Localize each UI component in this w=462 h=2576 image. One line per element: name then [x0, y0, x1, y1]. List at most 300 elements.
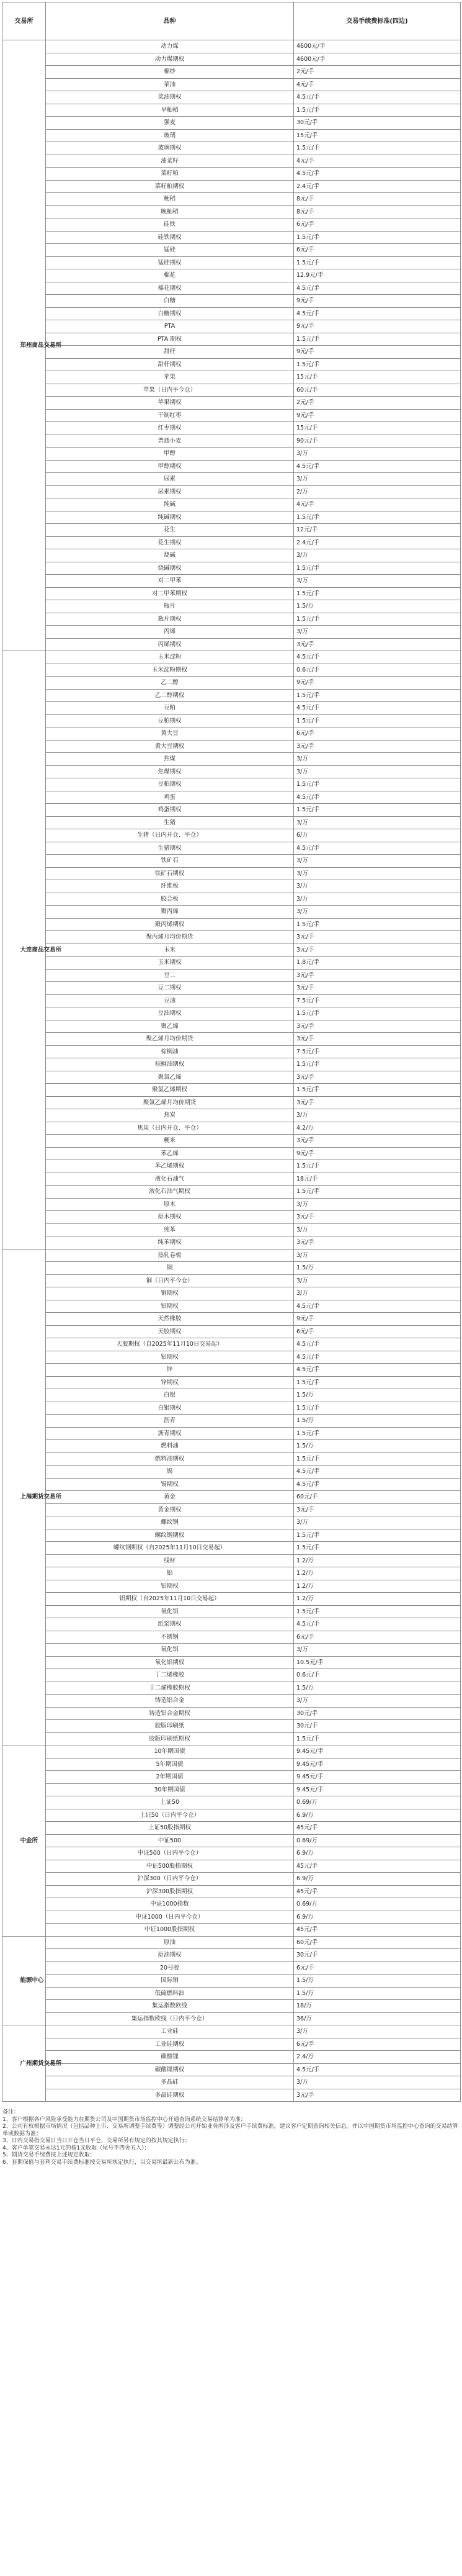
- table-row: [2, 1160, 461, 1173]
- table-row: [2, 1109, 461, 1122]
- product-cell: 氧化铝期权: [46, 1656, 294, 1669]
- fee-cell: 1.8元/手: [294, 957, 461, 970]
- table-row: [2, 1516, 461, 1529]
- fee-cell: 3/万: [294, 448, 461, 461]
- product-cell: 铁矿石期权: [46, 867, 294, 880]
- exchange-name: 中金所: [20, 1837, 38, 1844]
- product-cell: 铅期权: [46, 1300, 294, 1313]
- product-cell: 氧化铝: [46, 1644, 294, 1657]
- product-cell: 豆二期权: [46, 982, 294, 995]
- fee-cell: 3元/手: [294, 1020, 461, 1033]
- table-row: [2, 1542, 461, 1555]
- fee-cell: 6元/手: [294, 244, 461, 257]
- table-row: [2, 117, 461, 130]
- product-cell: 锡期权: [46, 1478, 294, 1491]
- table-row: [2, 1135, 461, 1148]
- table-row: [2, 1211, 461, 1224]
- fee-cell: 4.5元/手: [294, 2063, 461, 2076]
- table-row: [2, 1338, 461, 1351]
- product-cell: 动力煤期权: [46, 53, 294, 66]
- table-row: [2, 575, 461, 588]
- table-row: [2, 409, 461, 422]
- table-row: [2, 1084, 461, 1097]
- fee-cell: 3元/手: [294, 1503, 461, 1516]
- fee-cell: 9元/手: [294, 346, 461, 359]
- fee-cell: 1.5元/手: [294, 1542, 461, 1555]
- product-cell: 棉花: [46, 269, 294, 282]
- fee-cell: 1.5/万: [294, 1389, 461, 1402]
- fee-cell: 1.5/万: [294, 600, 461, 613]
- product-cell: 粳米: [46, 1135, 294, 1148]
- table-row: [2, 397, 461, 410]
- table-row: [2, 549, 461, 562]
- table-row: [2, 282, 461, 295]
- fee-cell: 9元/手: [294, 1313, 461, 1326]
- table-row: [2, 816, 461, 829]
- table-row: [2, 943, 461, 957]
- table-row: [2, 1631, 461, 1644]
- table-row: [2, 1618, 461, 1631]
- fee-cell: 4.5元/手: [294, 651, 461, 664]
- table-row: [2, 982, 461, 995]
- table-row: [2, 1173, 461, 1186]
- fee-cell: 2元/手: [294, 66, 461, 79]
- product-cell: 沪深300股指期权: [46, 1885, 294, 1898]
- product-cell: 铜期权: [46, 1287, 294, 1300]
- table-row: [2, 1885, 461, 1898]
- product-cell: 乙二醇: [46, 677, 294, 690]
- product-cell: 菜籽粕期权: [46, 180, 294, 193]
- fee-cell: 6元/手: [294, 1631, 461, 1644]
- table-row: [2, 740, 461, 753]
- product-cell: 菜籽粕: [46, 168, 294, 181]
- fee-cell: 4元/手: [294, 78, 461, 91]
- product-cell: 螺纹钢期权: [46, 1529, 294, 1542]
- fee-cell: 0.6元/手: [294, 664, 461, 677]
- table-row: [2, 1771, 461, 1784]
- table-row: [2, 1809, 461, 1822]
- table-row: [2, 168, 461, 181]
- header-product: 品种: [46, 2, 294, 40]
- fee-cell: 60元/手: [294, 384, 461, 397]
- table-row: [2, 218, 461, 232]
- fee-cell: 1.5/万: [294, 1987, 461, 2000]
- product-cell: 白银期权: [46, 1402, 294, 1415]
- fee-cell: 60元/手: [294, 1936, 461, 1949]
- table-row: [2, 714, 461, 727]
- table-row: [2, 1834, 461, 1847]
- table-row: [2, 1707, 461, 1720]
- product-cell: 中证500（日内平今仓）: [46, 1847, 294, 1860]
- table-row: [2, 1262, 461, 1275]
- product-cell: 尿素: [46, 473, 294, 486]
- product-cell: 液化石油气期权: [46, 1186, 294, 1199]
- product-cell: 花生期权: [46, 536, 294, 549]
- product-cell: 硅铁期权: [46, 231, 294, 244]
- table-row: [2, 1975, 461, 1988]
- table-row: [2, 1236, 461, 1250]
- product-cell: 甜杆期权: [46, 358, 294, 371]
- table-row: [2, 1198, 461, 1211]
- product-cell: PTA 期权: [46, 333, 294, 346]
- fee-cell: 3元/手: [294, 1211, 461, 1224]
- table-row: [2, 906, 461, 919]
- table-row: [2, 931, 461, 944]
- table-row: [2, 613, 461, 626]
- fee-cell: 3/万: [294, 626, 461, 639]
- fee-cell: 1.5元/手: [294, 1084, 461, 1097]
- header-fee: 交易手续费标准(四边): [294, 2, 461, 40]
- fee-cell: 9.45元/手: [294, 1783, 461, 1796]
- fee-cell: 4.5元/手: [294, 1466, 461, 1479]
- product-cell: 铜（日内平今仓）: [46, 1274, 294, 1287]
- fee-cell: 1.5元/手: [294, 613, 461, 626]
- product-cell: 氧化铝: [46, 1605, 294, 1618]
- table-row: [2, 307, 461, 320]
- product-cell: 原木: [46, 1198, 294, 1211]
- product-cell: 原油期权: [46, 1949, 294, 1962]
- product-cell: 早籼稻: [46, 104, 294, 117]
- table-row: [2, 1987, 461, 2000]
- fee-cell: 30元/手: [294, 1949, 461, 1962]
- table-row: [2, 205, 461, 218]
- fee-cell: 1.5元/手: [294, 587, 461, 600]
- product-cell: 纸浆期权: [46, 1618, 294, 1631]
- product-cell: 苯乙烯期权: [46, 1160, 294, 1173]
- product-cell: 焦炭（日内开仓、平仓）: [46, 1122, 294, 1135]
- table-row: [2, 918, 461, 931]
- note-line: 2、公司有权根据市场情况（包括品种上市、交易所调整手续费等）调整经公司开始业务所涉及客户手续费标准，建议客户定期查询相关信息。并以中国期货市场监控中心查询的交易结算单或数据为准；: [2, 2123, 458, 2137]
- product-cell: 纯苯期权: [46, 1236, 294, 1250]
- table-row: [2, 702, 461, 715]
- product-cell: 对二甲苯: [46, 575, 294, 588]
- product-cell: 丁二烯橡胶: [46, 1669, 294, 1682]
- fee-cell: 3/万: [294, 906, 461, 919]
- fee-cell: 3/万: [294, 473, 461, 486]
- fee-cell: 3元/手: [294, 638, 461, 651]
- fee-cell: 8元/手: [294, 193, 461, 206]
- product-cell: 苯乙烯: [46, 1147, 294, 1160]
- fee-cell: 6.9/万: [294, 1847, 461, 1860]
- fee-cell: 9.45元/手: [294, 1758, 461, 1771]
- product-cell: 玉米: [46, 943, 294, 957]
- product-cell: 上证50股指期权: [46, 1822, 294, 1835]
- fee-cell: 4.5元/手: [294, 1478, 461, 1491]
- product-cell: 锌期权: [46, 1376, 294, 1389]
- fee-cell: 4元/手: [294, 155, 461, 168]
- notes: [2, 2109, 459, 2166]
- table-row: [2, 155, 461, 168]
- fee-cell: 30元/手: [294, 1707, 461, 1720]
- fee-cell: 1.5元/手: [294, 1160, 461, 1173]
- product-cell: 聚氯乙烯月均价期货: [46, 1096, 294, 1109]
- product-cell: 强麦: [46, 117, 294, 130]
- product-cell: 螺纹钢: [46, 1516, 294, 1529]
- fee-cell: 12.9元/手: [294, 269, 461, 282]
- fee-cell: 9元/手: [294, 295, 461, 308]
- fee-cell: 4.5元/手: [294, 91, 461, 104]
- table-row: [2, 511, 461, 524]
- table-row: [2, 664, 461, 677]
- fee-cell: 9元/手: [294, 1147, 461, 1160]
- table-row: [2, 727, 461, 741]
- table-row: [2, 1440, 461, 1453]
- table-row: [2, 1186, 461, 1199]
- product-cell: 棉纱: [46, 66, 294, 79]
- product-cell: 中证1000（日内平今仓）: [46, 1911, 294, 1924]
- product-cell: 上证50: [46, 1796, 294, 1809]
- product-cell: 动力煤: [46, 40, 294, 53]
- table-row: [2, 231, 461, 244]
- table-row: [2, 358, 461, 371]
- exchange-cell: [2, 1936, 46, 2025]
- product-cell: 豆油: [46, 994, 294, 1007]
- product-cell: 豆油期权: [46, 1007, 294, 1020]
- fee-cell: 9元/手: [294, 320, 461, 333]
- product-cell: 20号胶: [46, 1961, 294, 1975]
- product-cell: 生猪: [46, 816, 294, 829]
- table-row: [2, 1695, 461, 1708]
- table-row: [2, 791, 461, 804]
- header-exchange: 交易所: [2, 2, 46, 40]
- table-row: [2, 1389, 461, 1402]
- fee-cell: 4.5元/手: [294, 1618, 461, 1631]
- product-cell: 晚籼稻: [46, 205, 294, 218]
- product-cell: 花生: [46, 524, 294, 537]
- fee-cell: 3元/手: [294, 1033, 461, 1046]
- fee-cell: 3/万: [294, 1695, 461, 1708]
- fee-cell: 1.2/万: [294, 1567, 461, 1580]
- fee-cell: 6.9/万: [294, 1809, 461, 1822]
- table-row: [2, 829, 461, 842]
- fee-cell: 3元/手: [294, 1135, 461, 1148]
- product-cell: 瓶片: [46, 600, 294, 613]
- product-cell: 苹果期权: [46, 397, 294, 410]
- fee-cell: 4.5元/手: [294, 1338, 461, 1351]
- fee-cell: 3/万: [294, 893, 461, 906]
- product-cell: 原木期权: [46, 1211, 294, 1224]
- fee-cell: 6元/手: [294, 2038, 461, 2051]
- product-cell: 铝: [46, 1567, 294, 1580]
- fee-cell: 30元/手: [294, 117, 461, 130]
- table-row: [2, 1567, 461, 1580]
- table-row: [2, 1656, 461, 1669]
- fee-cell: 15元/手: [294, 129, 461, 142]
- table-row: [2, 1007, 461, 1020]
- product-cell: 热轧卷板: [46, 1249, 294, 1262]
- product-cell: 鸡蛋期权: [46, 804, 294, 817]
- fee-cell: 3元/手: [294, 982, 461, 995]
- fee-cell: 3/万: [294, 1223, 461, 1236]
- fee-cell: 6元/手: [294, 1961, 461, 1975]
- table-row: [2, 1223, 461, 1236]
- table-row: [2, 2000, 461, 2013]
- fee-cell: 6元/手: [294, 1325, 461, 1338]
- product-cell: 集运指数欧线: [46, 2000, 294, 2013]
- fee-cell: 2元/手: [294, 397, 461, 410]
- fee-cell: 8元/手: [294, 205, 461, 218]
- fee-cell: 3/万: [294, 816, 461, 829]
- table-row: [2, 2012, 461, 2025]
- fee-cell: 2.4/万: [294, 2051, 461, 2064]
- fee-cell: 1.5元/手: [294, 689, 461, 702]
- table-row: [2, 1274, 461, 1287]
- table-row: [2, 1020, 461, 1033]
- fee-cell: 3/万: [294, 1644, 461, 1657]
- table-row: [2, 2063, 461, 2076]
- product-cell: 丙烯期权: [46, 638, 294, 651]
- table-row: [2, 638, 461, 651]
- product-cell: 胶版印刷纸: [46, 1720, 294, 1733]
- table-row: [2, 1415, 461, 1428]
- product-cell: 沪深300（日内平今仓）: [46, 1873, 294, 1886]
- product-cell: 聚乙烯月均价期货: [46, 1033, 294, 1046]
- fee-cell: 3/万: [294, 2076, 461, 2089]
- table-row: [2, 1873, 461, 1886]
- fee-cell: 3/万: [294, 1287, 461, 1300]
- table-row: [2, 1402, 461, 1415]
- table-row: [2, 384, 461, 397]
- table-row: [2, 1720, 461, 1733]
- product-cell: PTA: [46, 320, 294, 333]
- table-row: [2, 346, 461, 359]
- fee-cell: 7.5元/手: [294, 994, 461, 1007]
- table-row: [2, 562, 461, 575]
- fee-cell: 3/万: [294, 855, 461, 868]
- product-cell: 鸡蛋: [46, 791, 294, 804]
- fee-cell: 4.5元/手: [294, 282, 461, 295]
- note-line: 3、日内交易指交易日当日开仓当日平仓，交易所另有规定的按其规定执行；: [2, 2138, 190, 2144]
- table-row: [2, 536, 461, 549]
- fee-cell: 3元/手: [294, 931, 461, 944]
- table-row: [2, 320, 461, 333]
- exchange-cell: [2, 40, 62, 651]
- product-cell: 聚乙烯: [46, 1020, 294, 1033]
- fee-cell: 1.5元/手: [294, 1402, 461, 1415]
- table-row: [2, 957, 461, 970]
- product-cell: 尿素期权: [46, 485, 294, 498]
- table-row: [2, 1427, 461, 1440]
- table-row: [2, 422, 461, 435]
- fee-cell: 4.5元/手: [294, 842, 461, 855]
- fee-cell: 15元/手: [294, 422, 461, 435]
- product-cell: 5年期国债: [46, 1758, 294, 1771]
- table-row: [2, 256, 461, 269]
- product-cell: 豆粕: [46, 702, 294, 715]
- note-line: 5、期货交易手续费按上述规定收取；: [2, 2152, 96, 2158]
- note-line: 1、客户根据各户风险承受能力在期货公司及中国期货市场监控中心开通查询系统交易结算单为准；: [2, 2116, 246, 2123]
- fee-cell: 45元/手: [294, 1860, 461, 1873]
- product-cell: 粳稻: [46, 193, 294, 206]
- product-cell: 甜杆: [46, 346, 294, 359]
- table-row: [2, 600, 461, 613]
- product-cell: 玉米淀粉期权: [46, 664, 294, 677]
- product-cell: 菜油期权: [46, 91, 294, 104]
- product-cell: 豆二: [46, 969, 294, 982]
- product-cell: 碳酸锂期权: [46, 2063, 294, 2076]
- table-row: [2, 2038, 461, 2051]
- product-cell: 天胶期权: [46, 1325, 294, 1338]
- product-cell: 碳酸锂: [46, 2051, 294, 2064]
- table-row: [2, 651, 461, 664]
- product-cell: 胶版印刷纸期权: [46, 1732, 294, 1745]
- table-row: [2, 753, 461, 766]
- product-cell: 国际铜: [46, 1975, 294, 1988]
- fee-cell: 45元/手: [294, 1822, 461, 1835]
- product-cell: 沥青: [46, 1415, 294, 1428]
- exchange-cell: [2, 1745, 46, 1937]
- table-row: [2, 435, 461, 448]
- table-row: [2, 1096, 461, 1109]
- product-cell: 红枣期权: [46, 422, 294, 435]
- fee-cell: 4.5元/手: [294, 1364, 461, 1377]
- product-cell: 铸造铝合金期权: [46, 1707, 294, 1720]
- fee-cell: 1.5元/手: [294, 1427, 461, 1440]
- table-row: [2, 1122, 461, 1135]
- product-cell: 铝期权（自2025年11月10日交易起）: [46, 1593, 294, 1606]
- fee-cell: 3/万: [294, 575, 461, 588]
- fee-cell: 3元/手: [294, 740, 461, 753]
- table-row: [2, 2025, 461, 2038]
- table-row: [2, 1593, 461, 1606]
- table-row: [2, 1351, 461, 1364]
- fee-cell: 3元/手: [294, 1236, 461, 1250]
- fee-cell: 1.5元/手: [294, 1605, 461, 1618]
- product-cell: 集运指数欧线（日内平今仓）: [46, 2012, 294, 2025]
- fee-cell: 1.5元/手: [294, 918, 461, 931]
- product-cell: 甲醇期权: [46, 460, 294, 473]
- fee-cell: 3/万: [294, 2025, 461, 2038]
- fee-cell: 1.5元/手: [294, 714, 461, 727]
- fee-cell: 4.5元/手: [294, 460, 461, 473]
- table-row: [2, 804, 461, 817]
- product-cell: 铝期权: [46, 1351, 294, 1364]
- fee-cell: 1.5/万: [294, 1682, 461, 1695]
- fee-cell: 3/万: [294, 1198, 461, 1211]
- table-row: [2, 1669, 461, 1682]
- fee-cell: 3/万: [294, 1516, 461, 1529]
- product-cell: 焦煤: [46, 753, 294, 766]
- note-line: 4、客户单笔交易未达1元的按1元收取（尾号不四舍五入）；: [2, 2145, 150, 2151]
- fee-cell: 9.45元/手: [294, 1745, 461, 1759]
- table-row: [2, 244, 461, 257]
- table-row: [2, 1364, 461, 1377]
- fee-cell: 1.2/万: [294, 1580, 461, 1593]
- table-row: [2, 1147, 461, 1160]
- table-row: [2, 1898, 461, 1911]
- fee-cell: 1.5元/手: [294, 104, 461, 117]
- fee-cell: 1.5/万: [294, 1975, 461, 1988]
- product-cell: 纤维板: [46, 880, 294, 893]
- product-cell: 聚丙烯期权: [46, 918, 294, 931]
- exchange-name: 广州期货交易所: [20, 2060, 62, 2067]
- product-cell: 棕榈油期权: [46, 1058, 294, 1071]
- table-row: [2, 1478, 461, 1491]
- table-row: [2, 1554, 461, 1567]
- product-cell: 10年期国债: [46, 1745, 294, 1759]
- fee-cell: 1.5/万: [294, 1262, 461, 1275]
- product-cell: 焦煤期权: [46, 765, 294, 778]
- product-cell: 玻璃: [46, 129, 294, 142]
- fee-cell: 1.5元/手: [294, 1452, 461, 1466]
- exchange-name: 大连商品交易所: [20, 946, 62, 953]
- product-cell: 黄大豆: [46, 727, 294, 741]
- table-row: [2, 1466, 461, 1479]
- fee-cell: 7.5元/手: [294, 1045, 461, 1058]
- product-cell: 豆粕期权: [46, 714, 294, 727]
- fee-cell: 9元/手: [294, 409, 461, 422]
- product-cell: 液化石油气: [46, 1173, 294, 1186]
